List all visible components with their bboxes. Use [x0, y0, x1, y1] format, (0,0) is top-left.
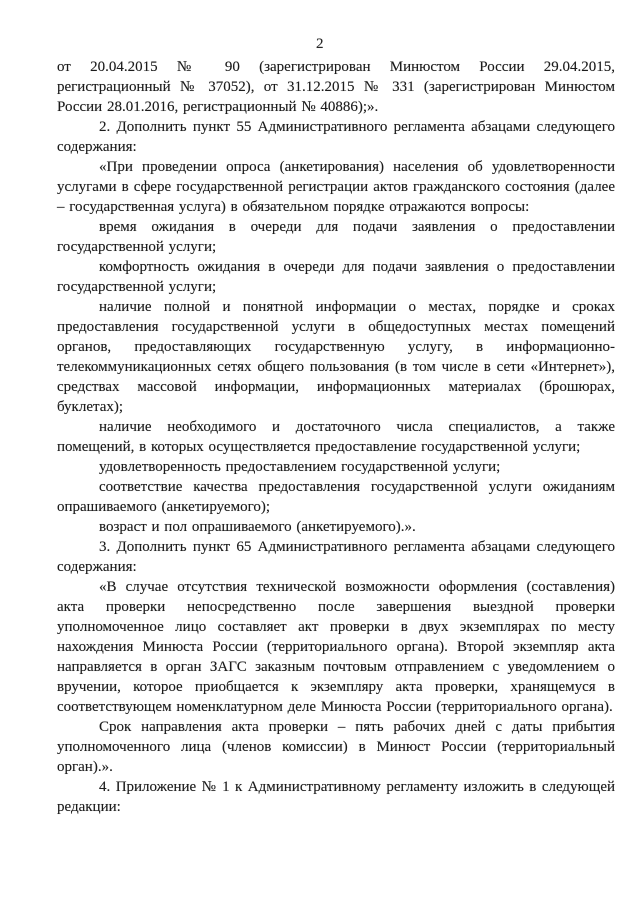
paragraph: «При проведении опроса (анкетирования) населения об удовлетворенности услугами в сфере государственной регистрации актов гражданского состояния (далее – государственная услуга) в обязательном порядке отражаются вопросы: — [57, 159, 615, 215]
paragraph: комфортность ожидания в очереди для подачи заявления о предоставлении государственной услуги; — [57, 259, 615, 295]
paragraph: удовлетворенность предоставлением государственной услуги; — [99, 459, 501, 475]
paragraph: 2. Дополнить пункт 55 Административного регламента абзацами следующего содержания: — [57, 119, 615, 155]
paragraph: время ожидания в очереди для подачи заявления о предоставлении государственной услуги; — [57, 219, 615, 255]
paragraph: Срок направления акта проверки – пять рабочих дней с даты прибытия уполномоченного лица (членов комиссии) в Минюст России (территориальный орган).». — [57, 719, 615, 775]
document-body — [57, 57, 615, 817]
paragraph: 3. Дополнить пункт 65 Административного регламента абзацами следующего содержания: — [57, 539, 615, 575]
paragraph: от 20.04.2015 № 90 (зарегистрирован Минюстом России 29.04.2015, регистрационный № 37052), от 31.12.2015 № 331 (зарегистрирован Минюстом России 28.01.2016, регистрационный № 40886);». — [57, 59, 615, 115]
page-number: 2 — [316, 36, 324, 52]
paragraph: наличие необходимого и достаточного числа специалистов, а также помещений, в которых осуществляется предоставление государственной услуги; — [57, 419, 615, 455]
paragraph: соответствие качества предоставления государственной услуги ожиданиям опрашиваемого (анкетируемого); — [57, 479, 615, 515]
paragraph: «В случае отсутствия технической возможности оформления (составления) акта проверки непосредственно после завершения выездной проверки уполномоченное лицо составляет акт проверки в двух экземплярах по месту нахождения Минюста России (территориального органа). Второй экземпляр акта направляется в орган ЗАГС заказным почтовым отправлением с уведомлением о вручении, которое приобщается к экземпляру акта проверки, хранящемуся в соответствующем номенклатурном деле Минюста России (территориального органа). — [57, 579, 615, 715]
paragraph: 4. Приложение № 1 к Административному регламенту изложить в следующей редакции: — [57, 779, 615, 815]
paragraph: наличие полной и понятной информации о местах, порядке и сроках предоставления государственной услуги в общедоступных местах помещений органов, предоставляющих государственную услугу, в информационно-телекоммуникационных сетях общего пользования (в том числе в сети «Интернет»), средствах массовой информации, информационных материалах (брошюрах, буклетах); — [57, 299, 615, 415]
paragraph: возраст и пол опрашиваемого (анкетируемого).». — [99, 519, 416, 535]
